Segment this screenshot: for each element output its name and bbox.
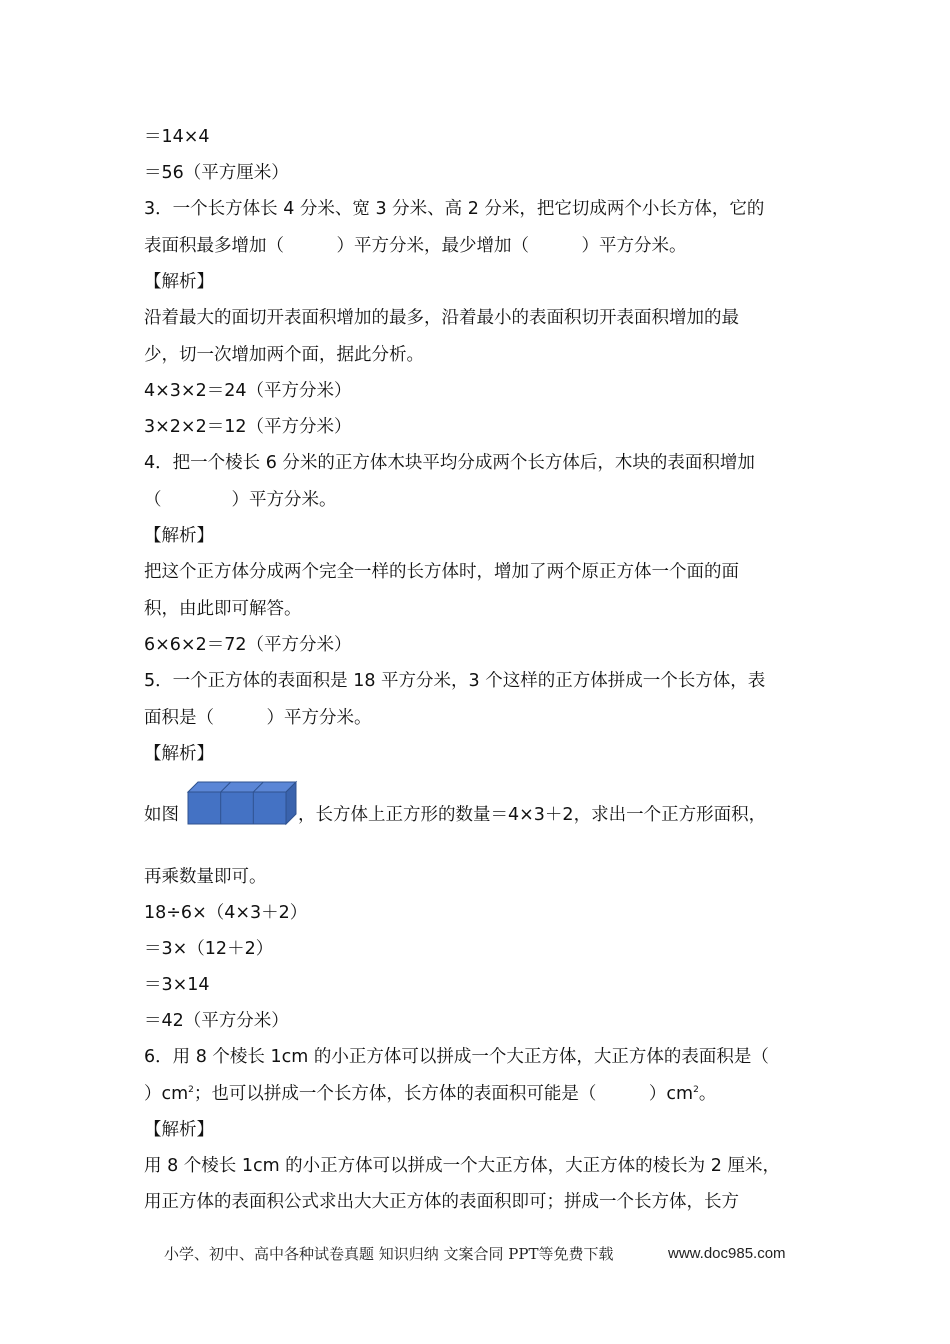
text-line: 再乘数量即可。 [144, 867, 267, 887]
equation-line: 6×6×2＝72（平方分米） [144, 635, 352, 655]
analysis-heading: 【解析】 [144, 526, 214, 546]
text-line: ＝56（平方厘米） [144, 163, 289, 183]
equation-line: ＝3×14 [144, 975, 210, 995]
question-4-continued: （ ）平方分米。 [144, 490, 337, 510]
cuboid-figure [186, 780, 298, 826]
question-6: 6．用 8 个棱长 1cm 的小正方体可以拼成一个大正方体，大正方体的表面积是（ [144, 1047, 769, 1067]
analysis-heading: 【解析】 [144, 1120, 214, 1140]
footer-text: 小学、初中、高中各种试卷真题 知识归纳 文案合同 PPT等免费下载 [164, 1245, 614, 1263]
text-line: 把这个正方体分成两个完全一样的长方体时，增加了两个原正方体一个面的面 [144, 562, 739, 582]
equation-line: ＝42（平方分米） [144, 1011, 289, 1031]
analysis-heading: 【解析】 [144, 272, 214, 292]
question-6-continued: ）$cm^2$；也可以拼成一个长方体，长方体的表面积可能是（ ）$cm^2$。 [144, 1084, 717, 1104]
text-line: 少，切一次增加两个面，据此分析。 [144, 345, 424, 365]
question-5: 5．一个正方体的表面积是 18 平方分米，3 个这样的正方体拼成一个长方体，表 [144, 671, 766, 691]
text-line: ＝14×4 [144, 127, 210, 147]
question-3: 3．一个长方体长 4 分米、宽 3 分米、高 2 分米，把它切成两个小长方体，它的 [144, 199, 765, 219]
text-line: 用 8 个棱长 1cm 的小正方体可以拼成一个大正方体，大正方体的棱长为 2 厘米， [144, 1156, 780, 1176]
analysis-heading: 【解析】 [144, 744, 214, 764]
text-line: 沿着最大的面切开表面积增加的最多，沿着最小的表面积切开表面积增加的最 [144, 308, 739, 328]
equation-line: 3×2×2＝12（平方分米） [144, 417, 352, 437]
question-4: 4．把一个棱长 6 分米的正方体木块平均分成两个长方体后，木块的表面积增加 [144, 453, 755, 473]
equation-line: 18÷6×（4×3＋2） [144, 903, 308, 923]
equation-line: 4×3×2＝24（平方分米） [144, 381, 352, 401]
figure-suffix: ，长方体上正方形的数量＝4×3＋2，求出一个正方形面积， [298, 805, 767, 825]
cuboid-top-face [188, 782, 296, 792]
footer-url[interactable]: www.doc985.com [668, 1245, 786, 1262]
question-5-continued: 面积是（ ）平方分米。 [144, 708, 372, 728]
question-3-continued: 表面积最多增加（ ）平方分米，最少增加（ ）平方分米。 [144, 236, 687, 256]
cuboid-front-face [188, 792, 286, 824]
equation-line: ＝3×（12＋2） [144, 939, 274, 959]
text-line: 用正方体的表面积公式求出大大正方体的表面积即可；拼成一个长方体，长方 [144, 1192, 739, 1212]
figure-prefix: 如图 [144, 805, 179, 825]
text-line: 积，由此即可解答。 [144, 599, 302, 619]
